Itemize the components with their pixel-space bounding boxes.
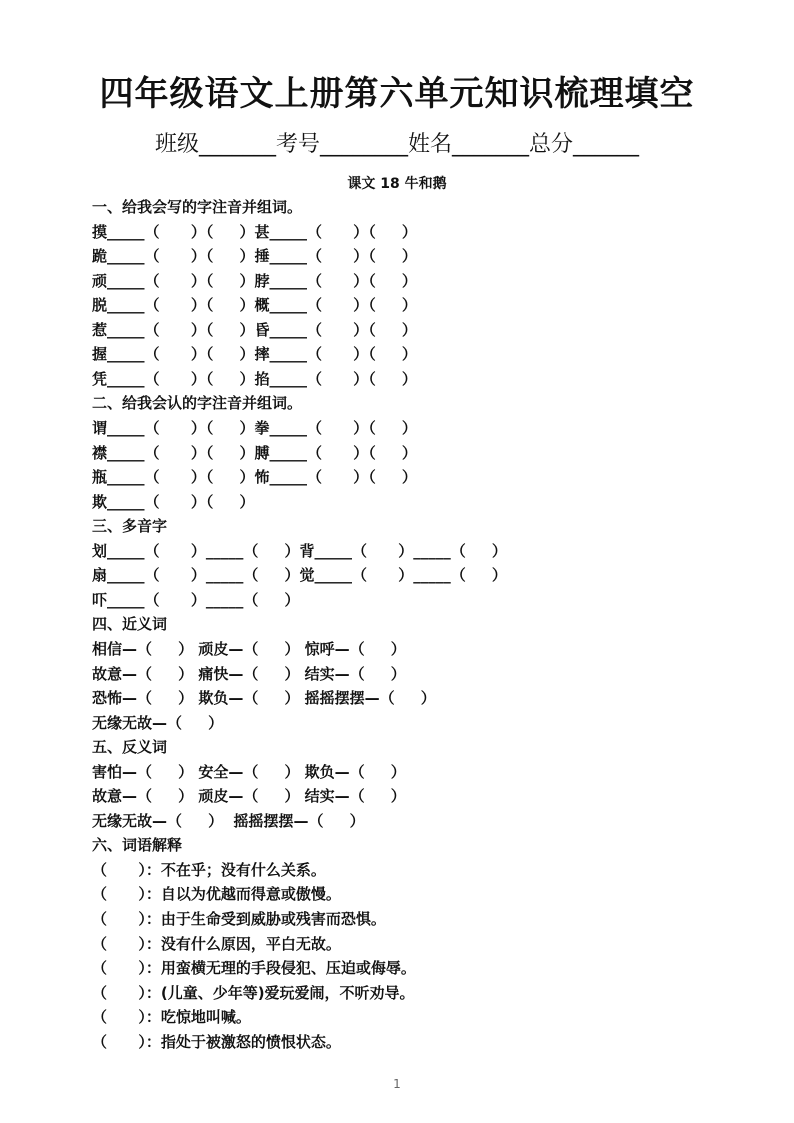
- worksheet-line: （ ）：由于生命受到威胁或残害而恐惧。: [92, 910, 386, 928]
- worksheet-line: 跪_____（ ）（ ）捶_____（ ）（ ）: [92, 247, 417, 266]
- worksheet-line: 凭_____（ ）（ ）掐_____（ ）（ ）: [92, 369, 417, 388]
- page-title: 四年级语文上册第六单元知识梳理填空: [99, 74, 695, 114]
- worksheet-line: 故意—（ ） 痛快—（ ） 结实—（ ）: [92, 664, 406, 683]
- worksheet-line: 无缘无故—（ ）: [92, 713, 224, 732]
- worksheet-line: 欺_____（ ）（ ）: [92, 492, 255, 511]
- worksheet-line: 三、多音字: [92, 517, 168, 536]
- worksheet-line: 握_____（ ）（ ）摔_____（ ）（ ）: [92, 345, 417, 364]
- worksheet-line: 无缘无故—（ ） 摇摇摆摆—（ ）: [92, 811, 365, 830]
- worksheet-line: 六、词语解释: [92, 836, 183, 855]
- worksheet-line: 四、近义词: [92, 615, 168, 634]
- worksheet-line: 五、反义词: [92, 738, 168, 757]
- worksheet-line: 故意—（ ） 顽皮—（ ） 结实—（ ）: [92, 787, 406, 806]
- worksheet-line: （ ）：自以为优越而得意或傲慢。: [92, 885, 341, 904]
- worksheet-line: （ ）：不在乎；没有什么关系。: [92, 860, 326, 879]
- worksheet-line: 顽_____（ ）（ ）脖_____（ ）（ ）: [92, 271, 417, 290]
- worksheet-line: 二、给我会认的字注音并组词。: [92, 394, 303, 413]
- worksheet-line: （ ）：没有什么原因，平白无故。: [92, 934, 341, 953]
- worksheet-line: 害怕—（ ） 安全—（ ） 欺负—（ ）: [92, 762, 406, 781]
- worksheet-line: 划_____（ ）_____（ ）背_____（ ）_____（ ）: [92, 541, 507, 560]
- worksheet-line: （ ）：用蛮横无理的手段侵犯、压迫或侮辱。: [92, 959, 416, 978]
- worksheet-line: 脱_____（ ）（ ）概_____（ ）（ ）: [92, 296, 417, 315]
- worksheet-line: 相信—（ ） 顽皮—（ ） 惊呼—（ ）: [92, 639, 406, 658]
- worksheet-line: （ ）：吃惊地叫喊。: [92, 1008, 251, 1027]
- worksheet-line: 一、给我会写的字注音并组词。: [92, 198, 303, 216]
- worksheet-line: 扇_____（ ）_____（ ）觉_____（ ）_____（ ）: [92, 566, 507, 585]
- student-info-line: 班级_______考号________姓名_______总分______: [154, 132, 639, 157]
- worksheet-line: 瓶_____（ ）（ ）怖_____（ ）（ ）: [92, 468, 417, 487]
- worksheet-line: 摸_____（ ）（ ）甚_____（ ）（ ）: [92, 222, 417, 241]
- lesson-title: 课文 18 牛和鹅: [347, 176, 447, 192]
- worksheet-line: 吓_____（ ）_____（ ）: [92, 590, 300, 609]
- worksheet-line: （ ）：指处于被激怒的愤恨状态。: [92, 1032, 341, 1051]
- worksheet-line: 惹_____（ ）（ ）昏_____（ ）（ ）: [92, 320, 417, 339]
- worksheet-line: 恐怖—（ ） 欺负—（ ） 摇摇摆摆—（ ）: [92, 689, 436, 707]
- page-number: 1: [393, 1077, 401, 1091]
- worksheet-line: 襟_____（ ）（ ）膊_____（ ）（ ）: [92, 443, 417, 462]
- worksheet-line: （ ）：(儿童、少年等)爱玩爱闹，不听劝导。: [92, 983, 415, 1002]
- worksheet-line: 谓_____（ ）（ ）拳_____（ ）（ ）: [92, 419, 417, 437]
